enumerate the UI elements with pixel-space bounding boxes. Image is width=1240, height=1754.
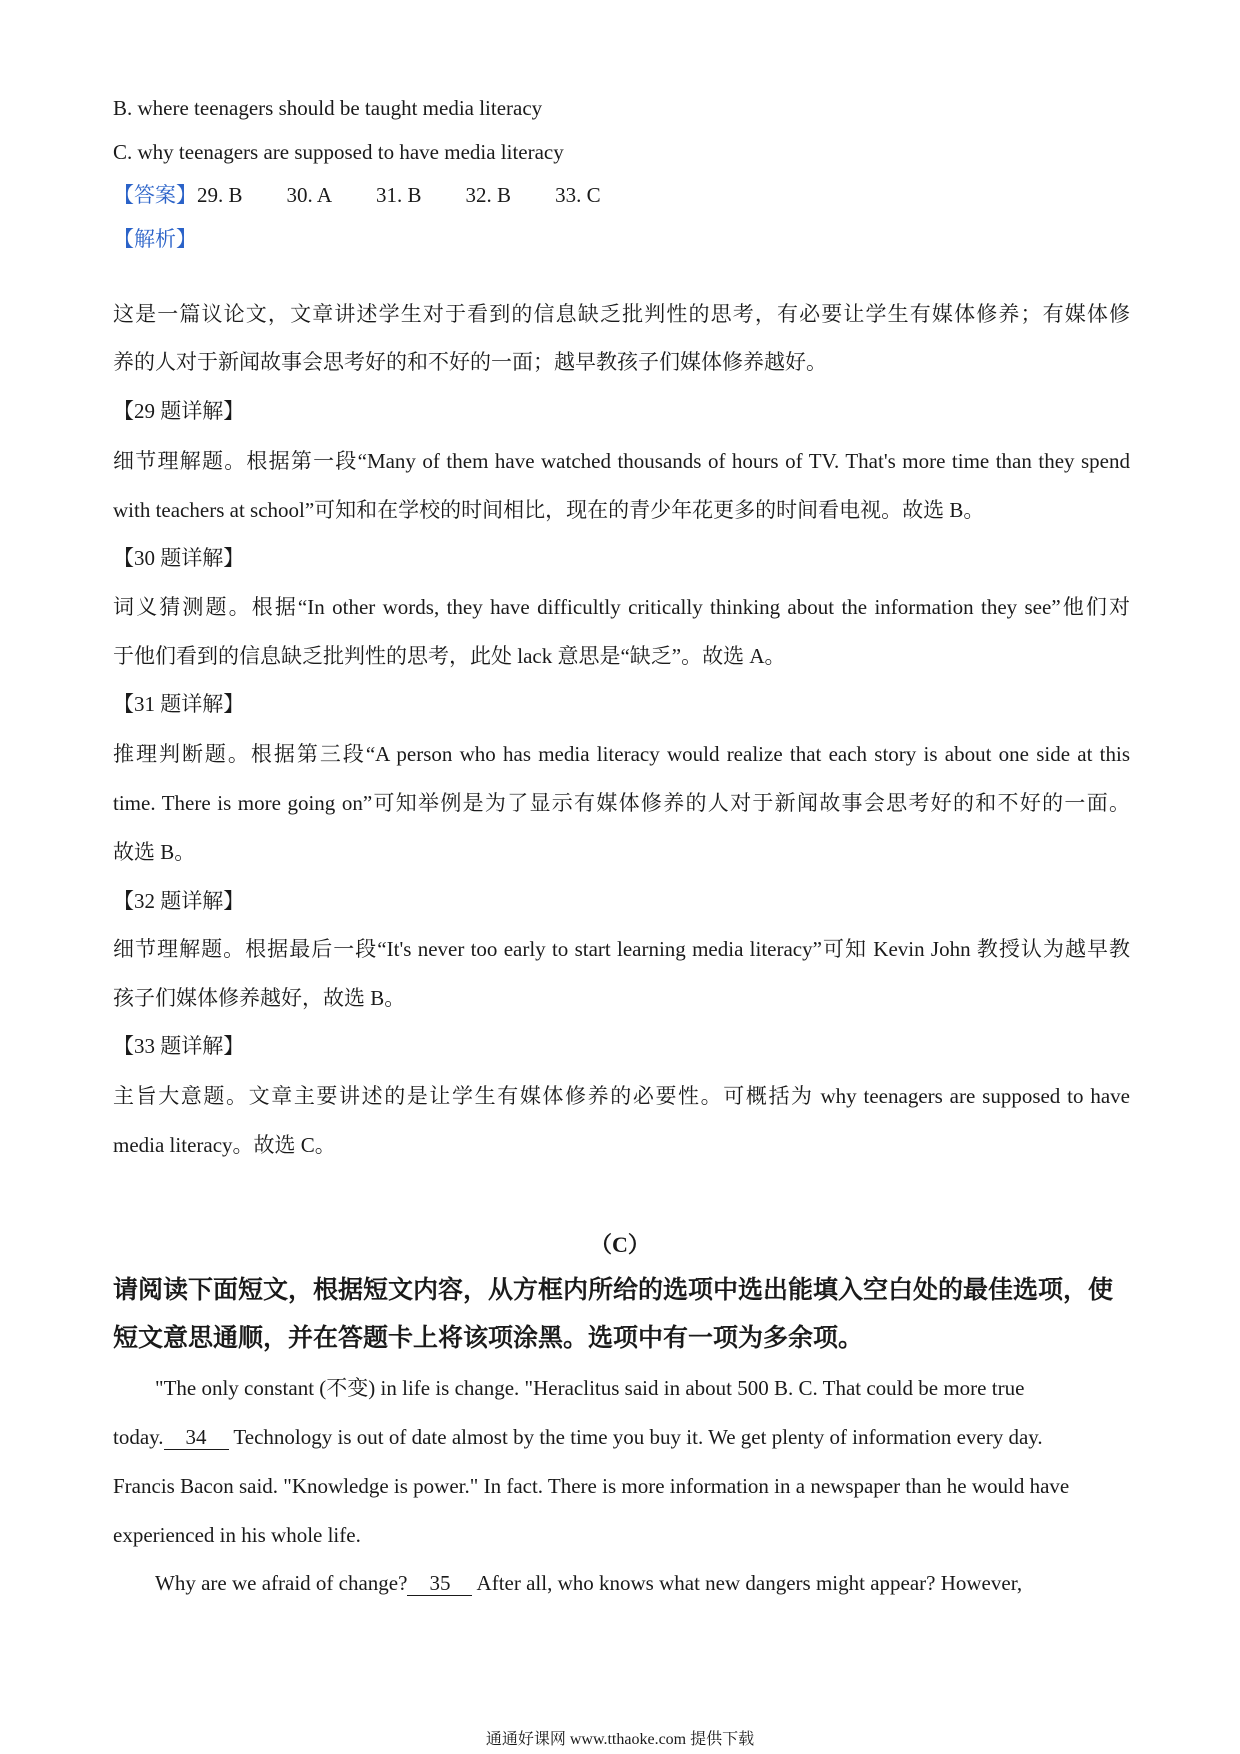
passage-line	[113, 1423, 1043, 1451]
passage-text: Why are we afraid of change?	[155, 1571, 408, 1595]
q32-line: 细节理解题。根据最后一段“It's never too early to start learning media literacy”可知 Kevin John 教授认为越早教	[113, 937, 1130, 961]
q32-line: 孩子们媒体修养越好，故选 B。	[113, 986, 406, 1010]
passage-line: "The only constant (不变) in life is change. "Heraclitus said in about 500 B. C. That could be more true	[155, 1376, 1025, 1400]
passage-line: Francis Bacon said. "Knowledge is power." In fact. There is more information in a newspaper than he would have	[113, 1474, 1070, 1498]
footer: 通通好课网 www.tthaoke.com 提供下载	[485, 1731, 755, 1748]
q31-line: 推理判断题。根据第三段“A person who has media literacy would realize that each story is about one side at this	[113, 742, 1130, 766]
answer-label: 【答案】	[113, 183, 197, 207]
answer-item: 29. B	[197, 183, 243, 207]
passage-text: After all, who knows what new dangers might appear? However,	[476, 1571, 1023, 1595]
answer-item: 31. B	[376, 183, 422, 207]
q31-line: 故选 B。	[113, 840, 196, 864]
answer-line	[113, 181, 601, 209]
analysis-line: 这是一篇议论文，文章讲述学生对于看到的信息缺乏批判性的思考，有必要让学生有媒体修养；有媒体修	[113, 302, 1130, 326]
passage-text: today.	[113, 1425, 164, 1449]
instruction-line: 短文意思通顺，并在答题卡上将该项涂黑。选项中有一项为多余项。	[113, 1325, 864, 1352]
blank-35: 35	[407, 1571, 472, 1596]
instruction-line: 请阅读下面短文，根据短文内容，从方框内所给的选项中选出能填入空白处的最佳选项，使	[113, 1277, 1114, 1304]
q31-line: time. There is more going on”可知举例是为了显示有媒体修养的人对于新闻故事会思考好的和不好的一面。	[113, 791, 1130, 815]
q31-title: 【31 题详解】	[113, 692, 245, 716]
q30-line: 词义猜测题。根据“In other words, they have difficultly critically thinking about the information they see”他们对	[113, 595, 1130, 619]
option-b: B. where teenagers should be taught media literacy	[113, 96, 543, 120]
answer-item: 30. A	[286, 183, 333, 207]
analysis-label: 【解析】	[113, 227, 197, 251]
passage-text: Technology is out of date almost by the time you buy it. We get plenty of information every day.	[233, 1425, 1043, 1449]
q29-line: 细节理解题。根据第一段“Many of them have watched thousands of hours of TV. That's more time than they spend	[113, 449, 1130, 473]
q33-title: 【33 题详解】	[113, 1034, 245, 1058]
q33-line: media literacy。故选 C。	[113, 1133, 336, 1157]
q29-line: with teachers at school”可知和在学校的时间相比，现在的青少年花更多的时间看电视。故选 B。	[113, 498, 985, 522]
q33-line: 主旨大意题。文章主要讲述的是让学生有媒体修养的必要性。可概括为 why teenagers are supposed to have	[113, 1084, 1130, 1108]
q30-title: 【30 题详解】	[113, 546, 245, 570]
option-c: C. why teenagers are supposed to have media literacy	[113, 140, 564, 164]
q29-title: 【29 题详解】	[113, 399, 245, 423]
section-heading: （C）	[590, 1232, 650, 1257]
answer-item: 32. B	[465, 183, 512, 207]
q32-title: 【32 题详解】	[113, 889, 245, 913]
q30-line: 于他们看到的信息缺乏批判性的思考，此处 lack 意思是“缺乏”。故选 A。	[113, 644, 786, 668]
answer-item: 33. C	[555, 183, 601, 207]
passage-line: experienced in his whole life.	[113, 1523, 361, 1547]
passage-line	[155, 1569, 1022, 1597]
blank-34: 34	[164, 1425, 229, 1450]
analysis-line: 养的人对于新闻故事会思考好的和不好的一面；越早教孩子们媒体修养越好。	[113, 350, 827, 374]
